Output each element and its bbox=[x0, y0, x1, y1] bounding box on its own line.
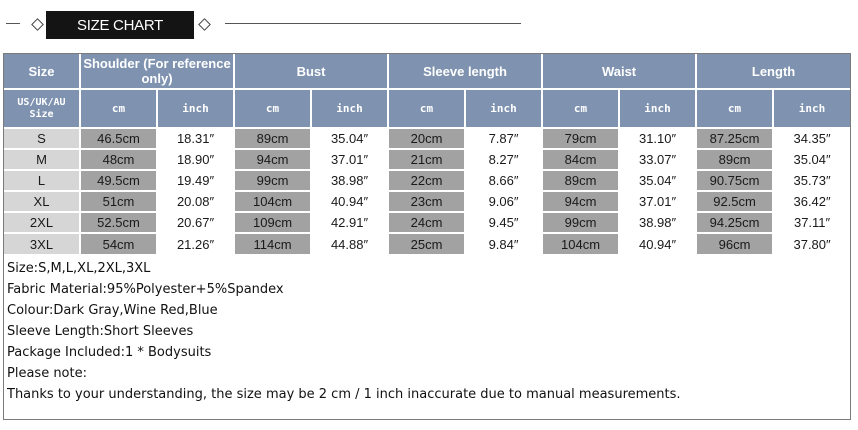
size-chart-title: SIZE CHART bbox=[46, 11, 194, 39]
shoulder-cm: 54cm bbox=[80, 233, 157, 254]
size-label: 2XL bbox=[4, 212, 80, 233]
length-inch: 37.11″ bbox=[773, 212, 850, 233]
sleeve-cm: 23cm bbox=[388, 191, 465, 212]
length-cm: 94.25cm bbox=[696, 212, 773, 233]
shoulder-inch: 21.26″ bbox=[157, 233, 234, 254]
note-colour: Colour:Dark Gray,Wine Red,Blue bbox=[7, 303, 218, 318]
note-package-included: Package Included:1 * Bodysuits bbox=[7, 345, 212, 360]
waist-inch: 40.94″ bbox=[619, 233, 696, 254]
bust-cm: 104cm bbox=[234, 191, 311, 212]
subheader-inch: inch bbox=[157, 89, 234, 128]
shoulder-cm: 46.5cm bbox=[80, 128, 157, 149]
waist-cm: 84cm bbox=[542, 149, 619, 170]
bust-cm: 114cm bbox=[234, 233, 311, 254]
bust-inch: 42.91″ bbox=[311, 212, 388, 233]
waist-cm: 89cm bbox=[542, 170, 619, 191]
waist-inch: 35.04″ bbox=[619, 170, 696, 191]
subheader-inch: inch bbox=[311, 89, 388, 128]
shoulder-cm: 48cm bbox=[80, 149, 157, 170]
waist-cm: 104cm bbox=[542, 233, 619, 254]
table-row bbox=[4, 191, 850, 212]
shoulder-inch: 20.08″ bbox=[157, 191, 234, 212]
bust-cm: 94cm bbox=[234, 149, 311, 170]
size-label: S bbox=[4, 128, 80, 149]
shoulder-cm: 51cm bbox=[80, 191, 157, 212]
size-table bbox=[4, 54, 850, 254]
bust-cm: 89cm bbox=[234, 128, 311, 149]
sleeve-cm: 25cm bbox=[388, 233, 465, 254]
header-left-line bbox=[6, 23, 20, 24]
length-cm: 87.25cm bbox=[696, 128, 773, 149]
waist-inch: 33.07″ bbox=[619, 149, 696, 170]
note-sizes: Size:S,M,L,XL,2XL,3XL bbox=[7, 261, 151, 276]
size-label: M bbox=[4, 149, 80, 170]
column-header-waist: Waist bbox=[542, 54, 696, 89]
length-cm: 89cm bbox=[696, 149, 773, 170]
note-sleeve-length: Sleeve Length:Short Sleeves bbox=[7, 324, 194, 339]
sleeve-inch: 9.06″ bbox=[465, 191, 542, 212]
column-header-sleeve-length: Sleeve length bbox=[388, 54, 542, 89]
bust-inch: 37.01″ bbox=[311, 149, 388, 170]
table-row bbox=[4, 170, 850, 191]
length-cm: 92.5cm bbox=[696, 191, 773, 212]
table-row bbox=[4, 149, 850, 170]
table-row bbox=[4, 212, 850, 233]
shoulder-inch: 18.31″ bbox=[157, 128, 234, 149]
sleeve-cm: 22cm bbox=[388, 170, 465, 191]
product-notes bbox=[7, 258, 681, 405]
length-cm: 90.75cm bbox=[696, 170, 773, 191]
shoulder-inch: 20.67″ bbox=[157, 212, 234, 233]
waist-inch: 38.98″ bbox=[619, 212, 696, 233]
bust-inch: 40.94″ bbox=[311, 191, 388, 212]
sleeve-cm: 24cm bbox=[388, 212, 465, 233]
header-diamond-right bbox=[198, 18, 211, 31]
note-fabric-material: Fabric Material:95%Polyester+5%Spandex bbox=[7, 282, 284, 297]
bust-inch: 44.88″ bbox=[311, 233, 388, 254]
subheader-inch: inch bbox=[465, 89, 542, 128]
length-inch: 36.42″ bbox=[773, 191, 850, 212]
sleeve-inch: 8.66″ bbox=[465, 170, 542, 191]
column-header-length: Length bbox=[696, 54, 850, 89]
note-measurement-disclaimer: Thanks to your understanding, the size may be 2 cm / 1 inch inaccurate due to manual measurements. bbox=[7, 387, 681, 402]
subheader-cm: cm bbox=[388, 89, 465, 128]
table-header-row bbox=[4, 54, 850, 89]
waist-cm: 94cm bbox=[542, 191, 619, 212]
length-inch: 34.35″ bbox=[773, 128, 850, 149]
shoulder-cm: 52.5cm bbox=[80, 212, 157, 233]
bust-cm: 109cm bbox=[234, 212, 311, 233]
length-inch: 37.80″ bbox=[773, 233, 850, 254]
column-header-bust: Bust bbox=[234, 54, 388, 89]
table-row bbox=[4, 233, 850, 254]
bust-inch: 35.04″ bbox=[311, 128, 388, 149]
length-inch: 35.04″ bbox=[773, 149, 850, 170]
header-diamond-left bbox=[31, 18, 44, 31]
subheader-cm: cm bbox=[696, 89, 773, 128]
waist-inch: 37.01″ bbox=[619, 191, 696, 212]
sleeve-cm: 21cm bbox=[388, 149, 465, 170]
shoulder-cm: 49.5cm bbox=[80, 170, 157, 191]
bust-inch: 38.98″ bbox=[311, 170, 388, 191]
length-inch: 35.73″ bbox=[773, 170, 850, 191]
bust-cm: 99cm bbox=[234, 170, 311, 191]
sleeve-inch: 9.84″ bbox=[465, 233, 542, 254]
sleeve-cm: 20cm bbox=[388, 128, 465, 149]
waist-cm: 79cm bbox=[542, 128, 619, 149]
column-header-shoulder: Shoulder (For reference only) bbox=[80, 54, 234, 89]
sleeve-inch: 7.87″ bbox=[465, 128, 542, 149]
subheader-cm: cm bbox=[542, 89, 619, 128]
table-row bbox=[4, 128, 850, 149]
size-label: L bbox=[4, 170, 80, 191]
shoulder-inch: 19.49″ bbox=[157, 170, 234, 191]
table-subheader-row bbox=[4, 89, 850, 128]
subheader-inch: inch bbox=[773, 89, 850, 128]
subheader-cm: cm bbox=[234, 89, 311, 128]
length-cm: 96cm bbox=[696, 233, 773, 254]
waist-cm: 99cm bbox=[542, 212, 619, 233]
sleeve-inch: 9.45″ bbox=[465, 212, 542, 233]
size-label: 3XL bbox=[4, 233, 80, 254]
shoulder-inch: 18.90″ bbox=[157, 149, 234, 170]
sleeve-inch: 8.27″ bbox=[465, 149, 542, 170]
column-header-size: Size bbox=[4, 54, 80, 89]
header-right-line bbox=[225, 23, 521, 24]
subheader-inch: inch bbox=[619, 89, 696, 128]
subheader-size-region: US/UK/AU Size bbox=[4, 89, 80, 128]
subheader-cm: cm bbox=[80, 89, 157, 128]
waist-inch: 31.10″ bbox=[619, 128, 696, 149]
note-please-note: Please note: bbox=[7, 366, 87, 381]
size-label: XL bbox=[4, 191, 80, 212]
